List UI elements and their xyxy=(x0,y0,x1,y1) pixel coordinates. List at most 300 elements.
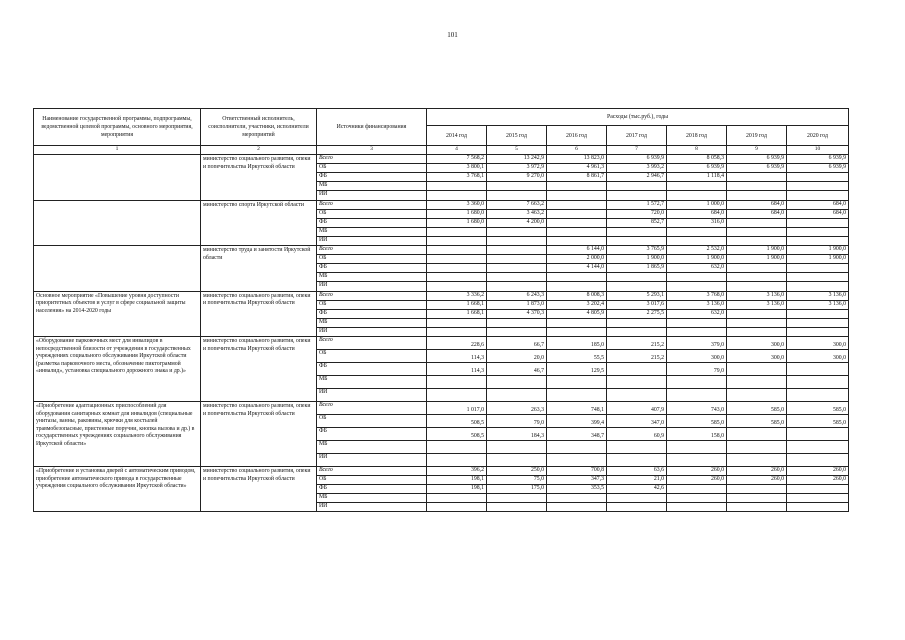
amount-cell: 684,0 xyxy=(787,200,849,209)
amount-cell: 66,7 xyxy=(487,336,547,349)
amount-cell xyxy=(547,327,607,336)
amount-cell: 1 000,0 xyxy=(667,200,727,209)
funding-source: ИИ xyxy=(317,388,427,401)
amount-cell: 3 800,1 xyxy=(427,164,487,173)
amount-cell: 353,5 xyxy=(547,485,607,494)
amount-cell: 55,5 xyxy=(547,349,607,362)
amount-cell xyxy=(667,182,727,191)
funding-source: ОБ xyxy=(317,476,427,485)
amount-cell xyxy=(727,440,787,453)
amount-cell: 260,0 xyxy=(787,476,849,485)
executor: министерство социального развития, опеки и попечительства Иркутской области xyxy=(201,466,317,511)
amount-cell: 585,0 xyxy=(727,414,787,427)
header-year: 2015 год xyxy=(487,126,547,146)
amount-cell: 9 270,0 xyxy=(487,173,547,182)
header-year: 2014 год xyxy=(427,126,487,146)
amount-cell xyxy=(487,255,547,264)
amount-cell xyxy=(607,236,667,245)
amount-cell xyxy=(607,191,667,200)
amount-cell xyxy=(787,375,849,388)
amount-cell xyxy=(547,375,607,388)
amount-cell xyxy=(607,273,667,282)
amount-cell: 3 136,0 xyxy=(727,291,787,300)
amount-cell: 4 805,9 xyxy=(547,309,607,318)
amount-cell: 6 939,9 xyxy=(727,155,787,164)
amount-cell xyxy=(487,282,547,291)
amount-cell xyxy=(427,375,487,388)
amount-cell xyxy=(547,282,607,291)
amount-cell xyxy=(667,453,727,466)
funding-source: ИИ xyxy=(317,282,427,291)
amount-cell: 13 823,0 xyxy=(547,155,607,164)
amount-cell: 1 900,0 xyxy=(607,255,667,264)
table-row xyxy=(34,246,849,255)
amount-cell: 8 008,3 xyxy=(547,291,607,300)
amount-cell: 6 939,9 xyxy=(727,164,787,173)
amount-cell: 743,0 xyxy=(667,401,727,414)
amount-cell xyxy=(487,273,547,282)
amount-cell xyxy=(787,327,849,336)
amount-cell: 3 136,0 xyxy=(667,300,727,309)
amount-cell xyxy=(607,182,667,191)
amount-cell xyxy=(787,309,849,318)
amount-cell: 228,6 xyxy=(427,336,487,349)
amount-cell xyxy=(487,388,547,401)
activity-name: «Приобретение и установка дверей с автоматическим приводом, приобретение автоматического привода в государственные учреждения социального обслуживания Иркутской области» xyxy=(34,466,201,511)
amount-cell: 3 136,0 xyxy=(787,300,849,309)
amount-cell: 4 961,3 xyxy=(547,164,607,173)
amount-cell xyxy=(727,485,787,494)
amount-cell: 1 017,0 xyxy=(427,401,487,414)
amount-cell: 3 993,2 xyxy=(607,164,667,173)
amount-cell: 13 242,9 xyxy=(487,155,547,164)
table-row xyxy=(34,291,849,300)
amount-cell xyxy=(727,503,787,512)
funding-source: Всего xyxy=(317,336,427,349)
amount-cell: 6 939,9 xyxy=(787,155,849,164)
funding-source: ИИ xyxy=(317,327,427,336)
amount-cell: 63,6 xyxy=(607,466,667,475)
amount-cell xyxy=(727,227,787,236)
amount-cell: 2 946,7 xyxy=(607,173,667,182)
amount-cell xyxy=(667,375,727,388)
amount-cell: 585,0 xyxy=(787,414,849,427)
amount-cell: 3 360,0 xyxy=(427,200,487,209)
amount-cell: 263,3 xyxy=(487,401,547,414)
table-row xyxy=(34,155,849,164)
amount-cell xyxy=(727,309,787,318)
amount-cell: 1 900,0 xyxy=(787,246,849,255)
amount-cell xyxy=(787,282,849,291)
amount-cell: 6 939,9 xyxy=(667,164,727,173)
amount-cell xyxy=(727,327,787,336)
amount-cell xyxy=(607,282,667,291)
amount-cell xyxy=(547,453,607,466)
amount-cell xyxy=(667,485,727,494)
amount-cell: 585,0 xyxy=(727,401,787,414)
amount-cell: 6 243,3 xyxy=(487,291,547,300)
amount-cell: 684,0 xyxy=(727,209,787,218)
amount-cell: 215,2 xyxy=(607,336,667,349)
amount-cell: 260,0 xyxy=(727,476,787,485)
column-index: 1 xyxy=(34,146,201,155)
amount-cell xyxy=(787,182,849,191)
amount-cell: 632,0 xyxy=(667,309,727,318)
amount-cell xyxy=(787,191,849,200)
amount-cell xyxy=(787,264,849,273)
amount-cell xyxy=(427,227,487,236)
column-index: 8 xyxy=(667,146,727,155)
amount-cell xyxy=(547,209,607,218)
amount-cell xyxy=(427,264,487,273)
amount-cell xyxy=(487,182,547,191)
amount-cell xyxy=(547,440,607,453)
amount-cell xyxy=(727,362,787,375)
amount-cell xyxy=(427,273,487,282)
amount-cell xyxy=(427,246,487,255)
amount-cell xyxy=(787,218,849,227)
amount-cell: 6 939,9 xyxy=(787,164,849,173)
funding-source: МБ xyxy=(317,494,427,503)
amount-cell xyxy=(787,362,849,375)
amount-cell xyxy=(547,227,607,236)
amount-cell xyxy=(607,503,667,512)
funding-source: ОБ xyxy=(317,209,427,218)
header-year: 2018 год xyxy=(667,126,727,146)
amount-cell xyxy=(427,440,487,453)
amount-cell xyxy=(487,236,547,245)
amount-cell: 114,3 xyxy=(427,362,487,375)
amount-cell xyxy=(487,503,547,512)
amount-cell: 75,0 xyxy=(487,476,547,485)
amount-cell: 46,7 xyxy=(487,362,547,375)
amount-cell: 407,9 xyxy=(607,401,667,414)
table-row xyxy=(34,466,849,475)
amount-cell xyxy=(787,427,849,440)
amount-cell xyxy=(667,388,727,401)
executor: министерство социального развития, опеки и попечительства Иркутской области xyxy=(201,155,317,200)
amount-cell xyxy=(427,503,487,512)
amount-cell xyxy=(547,318,607,327)
amount-cell: 3 765,9 xyxy=(607,246,667,255)
amount-cell: 632,0 xyxy=(667,264,727,273)
table-body xyxy=(34,155,849,512)
executor: министерство спорта Иркутской области xyxy=(201,200,317,245)
amount-cell xyxy=(727,427,787,440)
activity-name: Основное мероприятие «Повышение уровня доступности приоритетных объектов и услуг в сфере социальной защиты населения» на 2014-2020 годы xyxy=(34,291,201,336)
amount-cell xyxy=(487,375,547,388)
funding-source: МБ xyxy=(317,182,427,191)
amount-cell: 79,0 xyxy=(667,362,727,375)
funding-source: ФБ xyxy=(317,309,427,318)
amount-cell xyxy=(727,273,787,282)
funding-source: ОБ xyxy=(317,164,427,173)
amount-cell: 21,0 xyxy=(607,476,667,485)
amount-cell: 1 873,0 xyxy=(487,300,547,309)
amount-cell: 8 861,7 xyxy=(547,173,607,182)
amount-cell xyxy=(727,191,787,200)
amount-cell: 3 972,9 xyxy=(487,164,547,173)
amount-cell xyxy=(547,503,607,512)
amount-cell: 198,1 xyxy=(427,476,487,485)
amount-cell: 379,0 xyxy=(667,336,727,349)
amount-cell: 3 463,2 xyxy=(487,209,547,218)
table-row xyxy=(34,336,849,349)
funding-source: ИИ xyxy=(317,503,427,512)
amount-cell xyxy=(487,264,547,273)
amount-cell: 7 568,2 xyxy=(427,155,487,164)
amount-cell xyxy=(607,453,667,466)
column-index: 9 xyxy=(727,146,787,155)
amount-cell xyxy=(667,282,727,291)
funding-source: ФБ xyxy=(317,264,427,273)
funding-source: Всего xyxy=(317,466,427,475)
amount-cell: 585,0 xyxy=(667,414,727,427)
amount-cell: 1 900,0 xyxy=(727,255,787,264)
amount-cell xyxy=(787,227,849,236)
executor: министерство социального развития, опеки и попечительства Иркутской области xyxy=(201,401,317,466)
amount-cell xyxy=(487,318,547,327)
amount-cell xyxy=(487,453,547,466)
header-expenses: Расходы (тыс.руб.), годы xyxy=(427,109,849,126)
funding-source: ФБ xyxy=(317,218,427,227)
header-source: Источники финансирования xyxy=(317,109,427,146)
amount-cell: 42,6 xyxy=(607,485,667,494)
amount-cell: 114,3 xyxy=(427,349,487,362)
funding-source: ФБ xyxy=(317,173,427,182)
amount-cell xyxy=(547,388,607,401)
amount-cell xyxy=(427,494,487,503)
amount-cell: 3 136,0 xyxy=(787,291,849,300)
amount-cell: 3 136,0 xyxy=(727,300,787,309)
amount-cell xyxy=(667,236,727,245)
activity-name xyxy=(34,155,201,200)
amount-cell: 684,0 xyxy=(667,209,727,218)
amount-cell xyxy=(667,327,727,336)
amount-cell: 700,8 xyxy=(547,466,607,475)
funding-source: МБ xyxy=(317,227,427,236)
amount-cell: 1 900,0 xyxy=(667,255,727,264)
page-number: 101 xyxy=(447,31,458,39)
amount-cell: 508,5 xyxy=(427,414,487,427)
amount-cell: 1 668,1 xyxy=(427,300,487,309)
amount-cell: 198,1 xyxy=(427,485,487,494)
amount-cell: 158,0 xyxy=(667,427,727,440)
amount-cell xyxy=(547,182,607,191)
amount-cell: 4 200,0 xyxy=(487,218,547,227)
amount-cell xyxy=(547,273,607,282)
amount-cell: 185,0 xyxy=(547,336,607,349)
amount-cell xyxy=(727,282,787,291)
amount-cell: 852,7 xyxy=(607,218,667,227)
amount-cell xyxy=(667,318,727,327)
amount-cell xyxy=(487,191,547,200)
amount-cell: 348,7 xyxy=(547,427,607,440)
amount-cell xyxy=(487,327,547,336)
amount-cell xyxy=(487,494,547,503)
amount-cell xyxy=(667,273,727,282)
funding-source: ОБ xyxy=(317,414,427,427)
table-row xyxy=(34,401,849,414)
amount-cell xyxy=(427,191,487,200)
amount-cell: 300,0 xyxy=(667,349,727,362)
funding-source: Всего xyxy=(317,246,427,255)
amount-cell xyxy=(787,485,849,494)
amount-cell: 1 680,0 xyxy=(427,209,487,218)
funding-source: ФБ xyxy=(317,427,427,440)
amount-cell: 3 017,6 xyxy=(607,300,667,309)
amount-cell: 6 939,9 xyxy=(607,155,667,164)
amount-cell: 3 336,2 xyxy=(427,291,487,300)
column-index: 4 xyxy=(427,146,487,155)
column-index: 2 xyxy=(201,146,317,155)
amount-cell: 508,5 xyxy=(427,427,487,440)
amount-cell xyxy=(487,227,547,236)
activity-name: «Приобретение адаптационных приспособлений для оборудования санитарных комнат для инвалидов (специальные унитазы, ванны, раковины, крючки для костылей травмобезопасные, пристенные поручни, кнопка вызова и др.) в государственных учреждениях социального обслуживания Иркутской области» xyxy=(34,401,201,466)
funding-source: ОБ xyxy=(317,300,427,309)
amount-cell: 3 202,4 xyxy=(547,300,607,309)
amount-cell: 1 900,0 xyxy=(787,255,849,264)
amount-cell xyxy=(787,236,849,245)
amount-cell: 399,4 xyxy=(547,414,607,427)
amount-cell xyxy=(667,494,727,503)
funding-source: ИИ xyxy=(317,236,427,245)
funding-source: ОБ xyxy=(317,255,427,264)
amount-cell: 2 275,5 xyxy=(607,309,667,318)
amount-cell xyxy=(787,503,849,512)
amount-cell xyxy=(427,318,487,327)
amount-cell: 129,5 xyxy=(547,362,607,375)
amount-cell xyxy=(667,503,727,512)
amount-cell: 585,0 xyxy=(787,401,849,414)
header-name: Наименование государственной программы, подпрограммы, ведомственной целевой программы, основного мероприятия, мероприятия xyxy=(34,109,201,146)
funding-source: ИИ xyxy=(317,453,427,466)
amount-cell xyxy=(607,494,667,503)
amount-cell: 1 118,4 xyxy=(667,173,727,182)
activity-name xyxy=(34,200,201,245)
amount-cell: 316,0 xyxy=(667,218,727,227)
column-index: 6 xyxy=(547,146,607,155)
funding-source: МБ xyxy=(317,273,427,282)
executor: министерство труда и занятости Иркутской области xyxy=(201,246,317,291)
amount-cell xyxy=(427,282,487,291)
funding-source: ФБ xyxy=(317,485,427,494)
amount-cell: 250,0 xyxy=(487,466,547,475)
amount-cell xyxy=(727,218,787,227)
amount-cell xyxy=(427,255,487,264)
executor: министерство социального развития, опеки и попечительства Иркутской области xyxy=(201,336,317,401)
amount-cell xyxy=(487,440,547,453)
amount-cell: 300,0 xyxy=(787,336,849,349)
amount-cell xyxy=(727,182,787,191)
amount-cell xyxy=(487,246,547,255)
amount-cell: 175,0 xyxy=(487,485,547,494)
amount-cell: 4 144,0 xyxy=(547,264,607,273)
amount-cell: 20,0 xyxy=(487,349,547,362)
amount-cell: 215,2 xyxy=(607,349,667,362)
amount-cell xyxy=(727,494,787,503)
funding-source: Всего xyxy=(317,291,427,300)
funding-source: ИИ xyxy=(317,191,427,200)
column-index: 5 xyxy=(487,146,547,155)
header-year: 2016 год xyxy=(547,126,607,146)
amount-cell xyxy=(727,264,787,273)
amount-cell xyxy=(427,182,487,191)
column-index: 3 xyxy=(317,146,427,155)
amount-cell xyxy=(787,388,849,401)
amount-cell xyxy=(607,362,667,375)
funding-source: МБ xyxy=(317,375,427,388)
amount-cell xyxy=(427,327,487,336)
amount-cell: 1 680,0 xyxy=(427,218,487,227)
amount-cell xyxy=(547,236,607,245)
amount-cell: 396,2 xyxy=(427,466,487,475)
amount-cell: 300,0 xyxy=(787,349,849,362)
amount-cell: 2 532,0 xyxy=(667,246,727,255)
amount-cell: 260,0 xyxy=(667,466,727,475)
funding-source: ОБ xyxy=(317,349,427,362)
amount-cell xyxy=(727,173,787,182)
column-index: 7 xyxy=(607,146,667,155)
funding-source: Всего xyxy=(317,155,427,164)
amount-cell xyxy=(787,173,849,182)
amount-cell xyxy=(607,375,667,388)
amount-cell xyxy=(427,236,487,245)
funding-source: МБ xyxy=(317,318,427,327)
amount-cell xyxy=(787,494,849,503)
funding-source: Всего xyxy=(317,200,427,209)
amount-cell xyxy=(547,218,607,227)
amount-cell: 684,0 xyxy=(787,209,849,218)
amount-cell: 3 768,0 xyxy=(667,291,727,300)
amount-cell: 300,0 xyxy=(727,349,787,362)
amount-cell xyxy=(727,453,787,466)
header-executor: Ответственный исполнитель, соисполнители, участники, исполнители мероприятий xyxy=(201,109,317,146)
amount-cell: 3 768,1 xyxy=(427,173,487,182)
amount-cell xyxy=(727,388,787,401)
funding-source: МБ xyxy=(317,440,427,453)
amount-cell: 260,0 xyxy=(727,466,787,475)
amount-cell xyxy=(667,191,727,200)
amount-cell: 260,0 xyxy=(667,476,727,485)
amount-cell: 7 663,2 xyxy=(487,200,547,209)
amount-cell: 347,0 xyxy=(607,414,667,427)
amount-cell xyxy=(547,494,607,503)
amount-cell xyxy=(607,388,667,401)
amount-cell: 79,0 xyxy=(487,414,547,427)
amount-cell xyxy=(787,273,849,282)
amount-cell: 2 000,0 xyxy=(547,255,607,264)
executor: министерство социального развития, опеки и попечительства Иркутской области xyxy=(201,291,317,336)
amount-cell: 347,3 xyxy=(547,476,607,485)
amount-cell: 1 668,1 xyxy=(427,309,487,318)
amount-cell: 300,0 xyxy=(727,336,787,349)
header-year: 2019 год xyxy=(727,126,787,146)
amount-cell xyxy=(427,388,487,401)
amount-cell xyxy=(727,318,787,327)
amount-cell xyxy=(607,318,667,327)
amount-cell xyxy=(607,227,667,236)
amount-cell xyxy=(787,440,849,453)
amount-cell: 6 144,0 xyxy=(547,246,607,255)
amount-cell: 748,1 xyxy=(547,401,607,414)
amount-cell: 684,0 xyxy=(727,200,787,209)
budget-table xyxy=(33,108,849,512)
amount-cell: 260,0 xyxy=(787,466,849,475)
amount-cell: 8 058,3 xyxy=(667,155,727,164)
amount-cell xyxy=(667,440,727,453)
amount-cell: 720,0 xyxy=(607,209,667,218)
